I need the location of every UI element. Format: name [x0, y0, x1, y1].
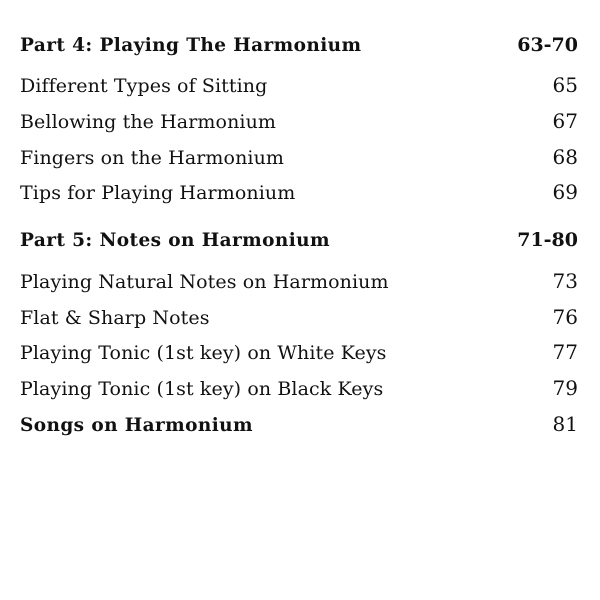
toc-entry-title: Bellowing the Harmonium [20, 111, 277, 133]
toc-entry-title: Fingers on the Harmonium [20, 147, 285, 169]
toc-part-heading[interactable] [20, 229, 578, 259]
toc-entry[interactable] [20, 376, 578, 406]
toc-entry-page: 79 [552, 376, 578, 400]
toc-entry-page: 63-70 [517, 34, 578, 56]
toc-entry[interactable] [20, 109, 578, 139]
toc-entry-page: 71-80 [517, 229, 578, 251]
toc-entry-title: Songs on Harmonium [20, 415, 254, 436]
toc-entry[interactable] [20, 180, 578, 210]
toc-entry-title: Part 5: Notes on Harmonium [20, 230, 330, 251]
toc-entry-page: 81 [552, 412, 578, 436]
toc-entry[interactable] [20, 145, 578, 175]
toc-entry-title: Playing Tonic (1st key) on Black Keys [20, 378, 384, 400]
toc-entry[interactable] [20, 305, 578, 335]
toc-entry[interactable] [20, 269, 578, 299]
toc-entry[interactable] [20, 73, 578, 103]
toc-entry-page: 69 [552, 180, 578, 204]
toc-entry-title: Playing Tonic (1st key) on White Keys [20, 342, 387, 364]
toc-entry-title: Flat & Sharp Notes [20, 307, 210, 329]
toc-entry-title: Part 4: Playing The Harmonium [20, 35, 362, 56]
toc-entry-title: Different Types of Sitting [20, 75, 268, 97]
toc-entry-page: 68 [552, 145, 578, 169]
toc-section-heading[interactable] [20, 412, 578, 442]
toc-entry-title: Playing Natural Notes on Harmonium [20, 271, 389, 293]
toc-entry-page: 67 [552, 109, 578, 133]
toc-entry-page: 77 [552, 340, 578, 364]
toc-entry-page: 76 [552, 305, 578, 329]
toc-entry-page: 65 [552, 73, 578, 97]
toc-entry-page: 73 [552, 269, 578, 293]
toc-entry[interactable] [20, 340, 578, 370]
toc-part-heading[interactable] [20, 34, 578, 64]
toc-entry-title: Tips for Playing Harmonium [20, 182, 296, 204]
